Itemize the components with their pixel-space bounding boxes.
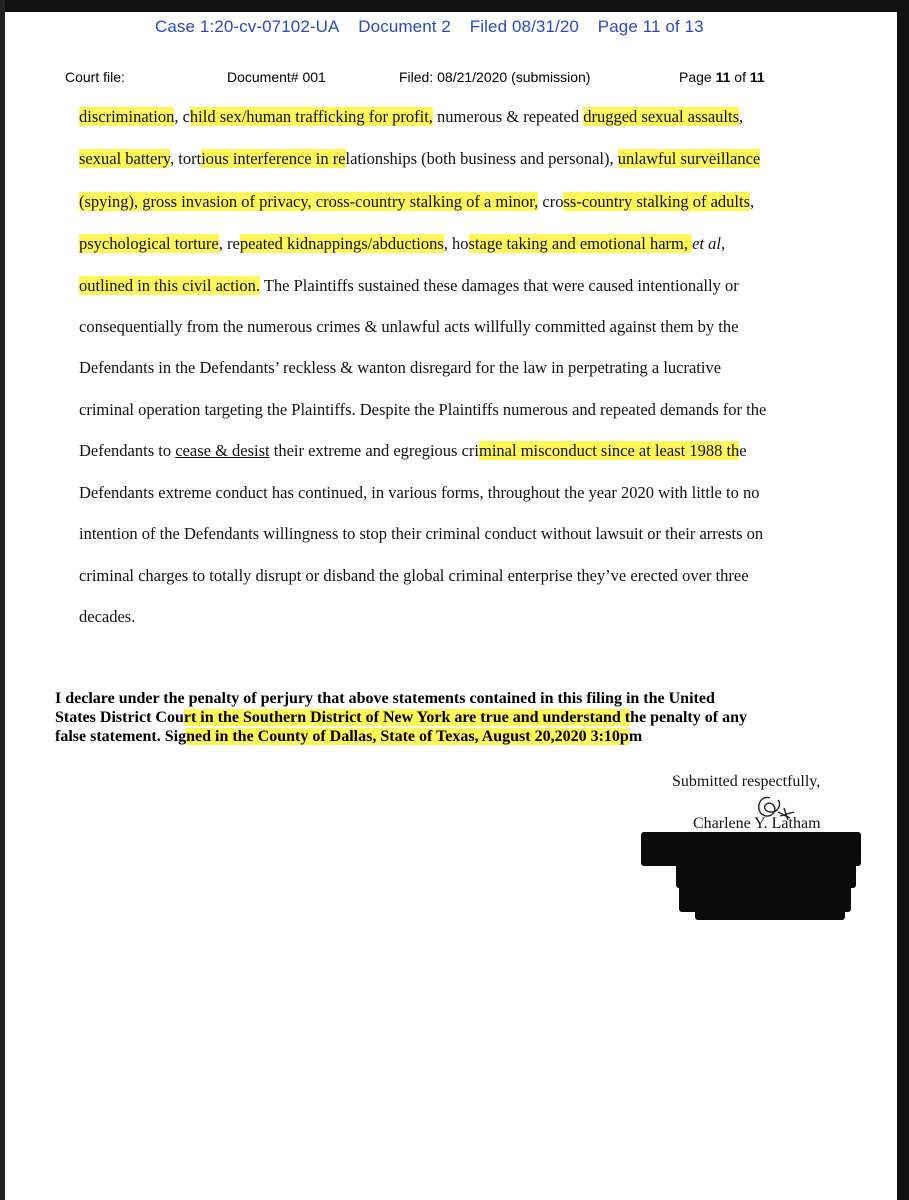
page-prefix: Page — [679, 69, 716, 85]
body-line-10: Defendants extreme conduct has continued, in various forms, throughout the year 2020 with little to no — [79, 483, 760, 502]
court-file-label: Court file: — [65, 69, 125, 85]
signer-name: Charlene Y. Latham — [693, 815, 821, 832]
highlight: ious interference in re — [201, 149, 346, 168]
text: numerous & repeated — [432, 107, 584, 126]
body-line-4 — [79, 234, 725, 254]
text: he penalty of any — [630, 709, 747, 726]
highlight: unlawful surveillance — [617, 149, 761, 168]
page-indicator — [679, 69, 765, 85]
text: Defendants to — [79, 441, 176, 460]
body-line-2 — [79, 149, 760, 169]
body-line-5 — [79, 276, 739, 296]
highlight: peated kidnappings/abductions — [239, 234, 444, 253]
body-line-13: decades. — [79, 607, 136, 626]
body-line-7: Defendants in the Defendants’ reckless & wanton disregard for the law in perpetrating a lucrative — [79, 358, 722, 377]
text: their extreme and egregious cri — [269, 441, 479, 460]
declaration-line-3 — [55, 727, 855, 746]
highlight: drugged sexual assaults — [583, 107, 740, 126]
highlight: ned in the County of Dallas, State of Texas, August 20,2020 3:10p — [186, 728, 629, 745]
page-of: of — [730, 69, 750, 85]
text: cro — [538, 192, 564, 211]
highlight: (spying), gross invasion of privacy, cross-country stalking of a minor, — [79, 192, 539, 211]
right-border — [897, 0, 909, 1200]
text: , re — [218, 234, 240, 253]
text: , — [721, 234, 726, 253]
ecf-case-number: Case 1:20-cv-07102-UA — [155, 17, 340, 36]
body-line-12: criminal charges to totally disrupt or disband the global criminal enterprise they’ve erected over three — [79, 566, 749, 585]
highlight: discrimination — [79, 107, 175, 126]
text: , c — [174, 107, 190, 126]
text: The Plaintiffs sustained these damages that were caused intentionally or — [260, 276, 739, 295]
text: e — [739, 441, 747, 460]
signature-closing: Submitted respectfully, — [672, 773, 821, 790]
highlight: sexual battery — [79, 149, 171, 168]
highlight: psychological torture — [79, 234, 219, 253]
body-line-1 — [79, 107, 743, 127]
highlight: ss-country stalking of adults — [563, 192, 751, 211]
highlight: outlined in this civil action. — [79, 276, 261, 295]
text: States District Cou — [55, 709, 184, 726]
body-line-8: criminal operation targeting the Plaintiffs. Despite the Plaintiffs numerous and repeated demands for the — [79, 400, 767, 419]
page-total: 11 — [749, 69, 765, 85]
declaration-line-2 — [55, 708, 855, 727]
body-line-11: intention of the Defendants willingness to stop their criminal conduct without lawsuit or their arrests on — [79, 524, 764, 543]
ecf-document: Document 2 — [358, 17, 451, 36]
body-line-6: consequentially from the numerous crimes & unlawful acts willfully committed against them by the — [79, 317, 739, 336]
text: false statement. Sig — [55, 728, 187, 745]
highlight: stage taking and emotional harm, — [468, 234, 693, 253]
filed-date: Filed: 08/21/2020 (submission) — [399, 69, 591, 85]
ecf-filed: Filed 08/31/20 — [469, 17, 579, 36]
text: , ho — [443, 234, 469, 253]
text: m — [628, 728, 643, 745]
text-italic: et al — [692, 234, 721, 253]
ecf-stamp — [155, 17, 718, 37]
page-num: 11 — [715, 69, 731, 85]
body-line-3 — [79, 192, 754, 212]
document-page — [5, 12, 897, 1200]
top-border — [0, 0, 909, 12]
text: , — [750, 192, 755, 211]
text: , — [739, 107, 744, 126]
ecf-page: Page 11 of 13 — [597, 17, 704, 36]
highlight: minal misconduct since at least 1988 th — [479, 441, 740, 460]
declaration-line-1: I declare under the penalty of perjury that above statements contained in this filing in the United — [55, 690, 715, 707]
highlight: rt in the Southern District of New York are true and understand t — [183, 709, 631, 726]
underlined-text: cease & desist — [175, 441, 270, 460]
document-number: Document# 001 — [227, 69, 326, 85]
redaction-block — [695, 900, 845, 920]
perjury-declaration — [55, 689, 855, 746]
text: , tort — [170, 149, 202, 168]
body-line-9 — [79, 441, 747, 461]
highlight: hild sex/human trafficking for profit, — [189, 107, 433, 126]
text: lationships (both business and personal), — [345, 149, 618, 168]
